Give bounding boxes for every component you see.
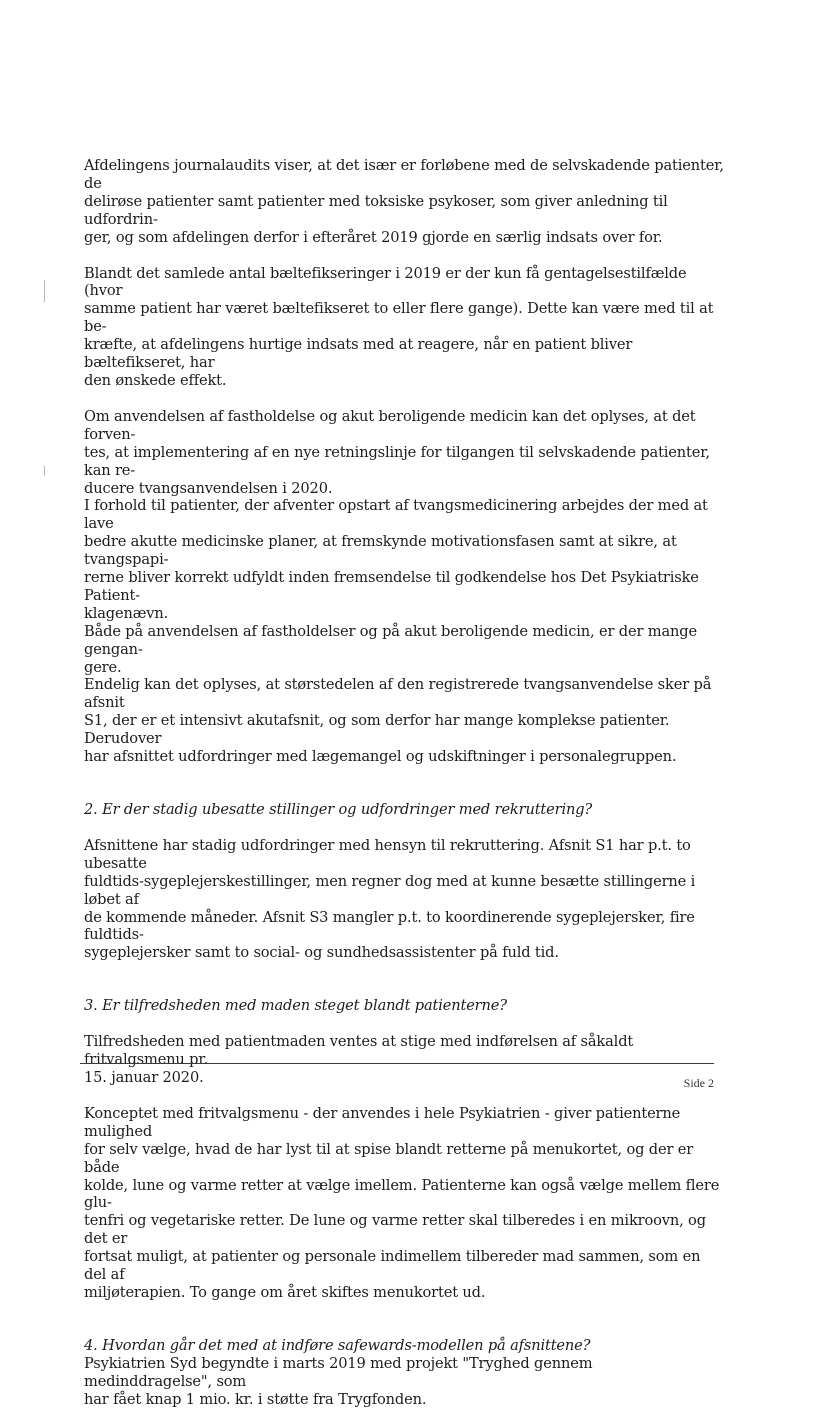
intro-paragraph-1: Afdelingens journalaudits viser, at det især er forløbene med de selvskadende patienter, de delirøse patienter samt patienter med toksiske psykoser, som giver anledning til udfordrin- ger, og som afdelingen derfor i efteråret 2019 gjorde en særlig indsats over for. bbox=[84, 157, 724, 246]
page-number: Side 2 bbox=[683, 1076, 714, 1090]
section-4-heading: 4. Hvordan går det med at indføre safewards-modellen på afsnittene? bbox=[84, 1336, 591, 1354]
section-2-paragraph: Afsnittene har stadig udfordringer med hensyn til rekruttering. Afsnit S1 har p.t. to ubesatte fuldtids-sygeplejerskestillinger, men regner dog med at kunne besætte stillingerne i løbet af de kommende måneder. Afsnit S3 mangler p.t. to koordinerende sygeplejersker, fire fuldtids- sygeplejersker samt to social- og sundhedsassistenter på fuld tid. bbox=[84, 836, 696, 962]
section-3-paragraph-1: Tilfredsheden med patientmaden ventes at stige med indførelsen af såkaldt fritvalgsmenu pr. 15. januar 2020. bbox=[84, 1033, 634, 1086]
section-3-paragraph-2: Konceptet med fritvalgsmenu - der anvendes i hele Psykiatrien - giver patienterne mulighed for selv vælge, hvad de har lyst til at spise blandt retterne på menukortet, og der er både kolde, lune og varme retter at vælge imellem. Patienterne kan også vælge mellem flere glu- tenfri og vegetariske retter. De lune og varme retter skal tilberedes i en mikroovn, og det er fortsat muligt, at patienter og personale indimellem tilbereder mad sammen, som en del af miljøterapien. To gange om året skiftes menukortet ud. bbox=[84, 1104, 720, 1301]
intro-paragraph-3: Om anvendelsen af fastholdelse og akut beroligende medicin kan det oplyses, at det forven- tes, at implementering af en nye retningslinje for tilgangen til selvskadende patienter, kan re- ducere tvangsanvendelsen i 2020. I forhold til patienter, der afventer opstart af tvangsmedicinering arbejdes der med at lave bedre akutte medicinske planer, at fremskynde motivationsfasen samt at sikre, at tvangspapi- rerne bliver korrekt udfyldt inden fremsendelse til godkendelse hos Det Psykiatriske Patient- klagenævn. Både på anvendelsen af fastholdelser og på akut beroligende medicin, er der mange gengan- gere. Endelig kan det oplyses, at størstedelen af den registrerede tvangsanvendelse sker på afsnit S1, der er et intensivt akutafsnit, og som derfor har mange komplekse patienter. Derudover har afsnittet udfordringer med lægemangel og udskiftninger i personalegruppen. bbox=[84, 407, 712, 766]
section-2-heading: 2. Er der stadig ubesatte stillinger og udfordringer med rekruttering? bbox=[84, 801, 593, 818]
document-body bbox=[84, 157, 724, 1408]
section-3-heading: 3. Er tilfredsheden med maden steget blandt patienterne? bbox=[84, 997, 507, 1015]
footer-divider bbox=[80, 1063, 714, 1064]
section-4-paragraph: Psykiatrien Syd begyndte i marts 2019 med projekt "Tryghed gennem medinddragelse", som har fået knap 1 mio. kr. i støtte fra Trygfonden. bbox=[84, 1354, 593, 1408]
scan-mark bbox=[44, 466, 45, 476]
intro-paragraph-2: Blandt det samlede antal bæltefikseringer i 2019 er der kun få gentagelsestilfælde (hvor samme patient har været bæltefikseret to eller flere gange). Dette kan være med til at be- kræfte, at afdelingens hurtige indsats med at reagere, når en patient bliver bæltefikseret, har den ønskede effekt. bbox=[84, 264, 714, 389]
scan-mark bbox=[44, 280, 45, 302]
